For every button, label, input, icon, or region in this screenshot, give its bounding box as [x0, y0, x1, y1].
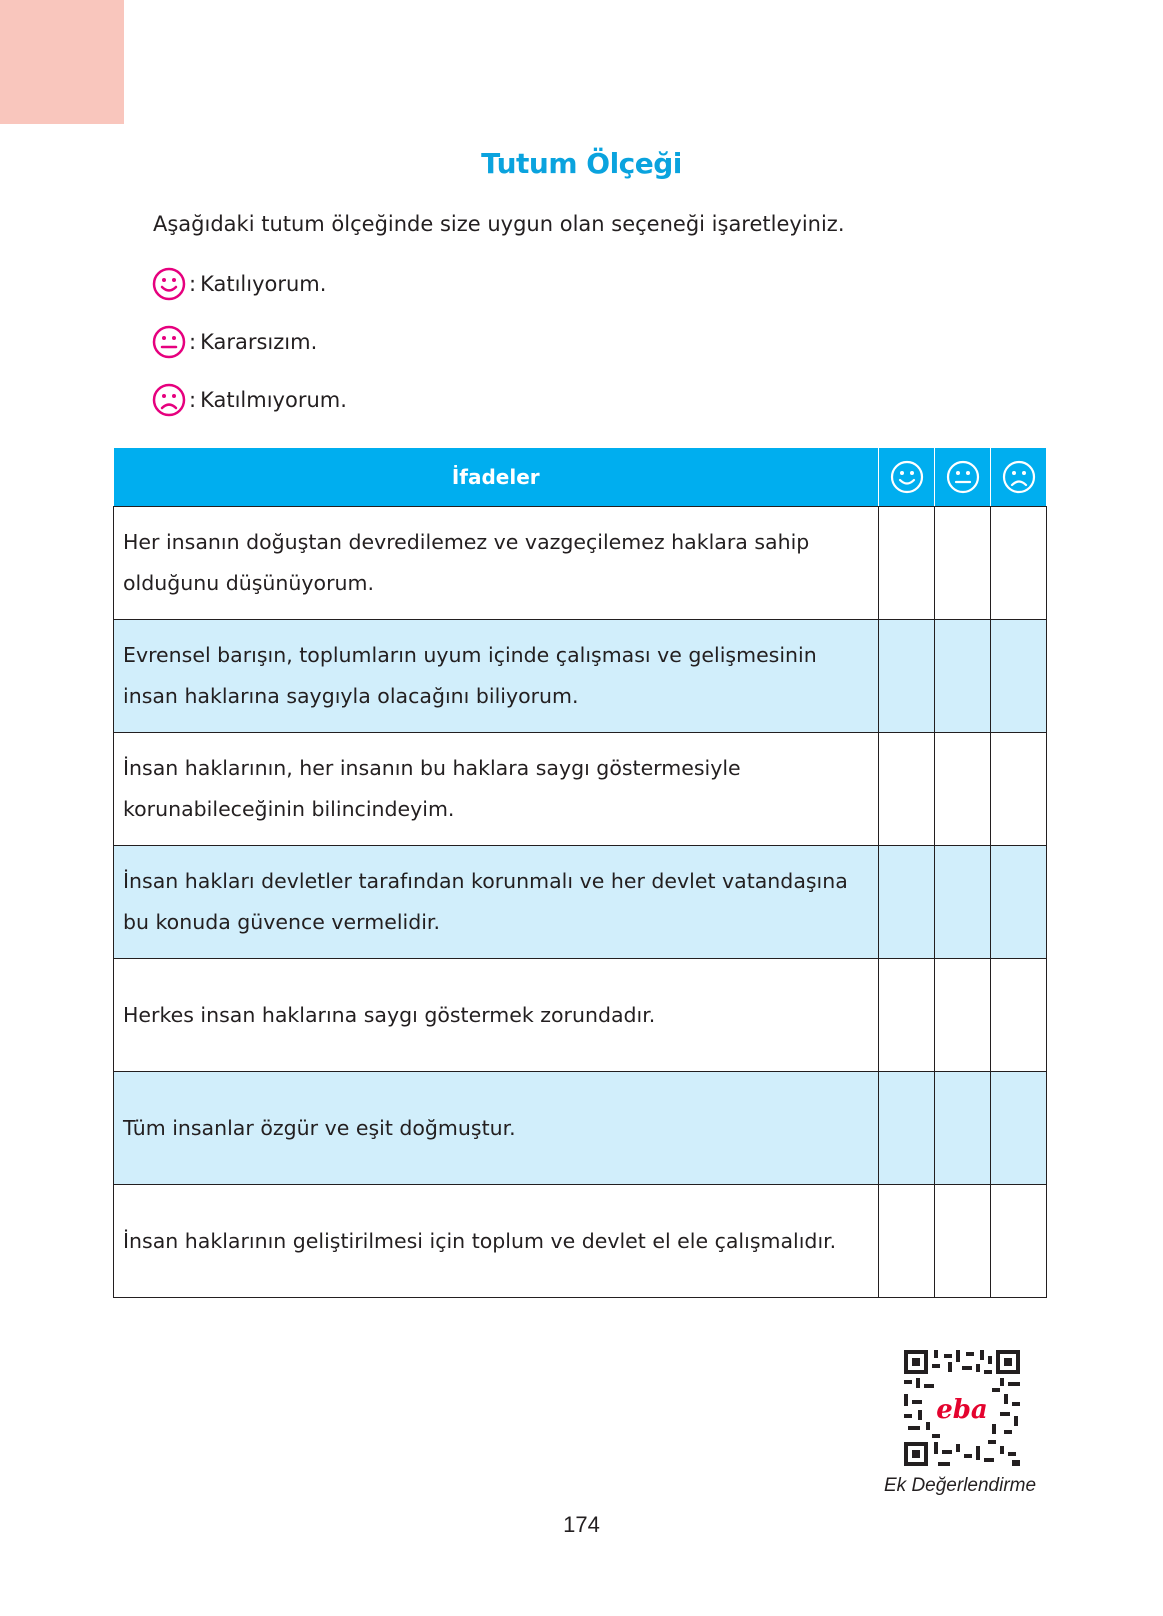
table-row — [114, 1072, 1047, 1185]
header-undecided-column — [935, 448, 991, 507]
agree-checkbox-cell[interactable] — [879, 959, 935, 1072]
legend-disagree-label: Katılmıyorum. — [200, 388, 347, 412]
statement-cell: Evrensel barışın, toplumların uyum içinde çalışması ve gelişmesinin insan haklarına saygıyla olacağını biliyorum. — [114, 620, 879, 733]
table-row — [114, 733, 1047, 846]
instruction-text: Aşağıdaki tutum ölçeğinde size uygun olan seçeneği işaretleyiniz. — [153, 212, 845, 236]
table-row — [114, 1185, 1047, 1298]
table-row — [114, 959, 1047, 1072]
agree-checkbox-cell[interactable] — [879, 1185, 935, 1298]
neutral-face-icon — [151, 324, 187, 360]
legend-disagree: : Katılmıyorum. — [151, 382, 347, 418]
legend-undecided: : Kararsızım. — [151, 324, 317, 360]
disagree-checkbox-cell[interactable] — [991, 733, 1047, 846]
agree-checkbox-cell[interactable] — [879, 733, 935, 846]
smile-face-icon — [151, 266, 187, 302]
legend-agree: : Katılıyorum. — [151, 266, 326, 302]
table-header-row — [114, 448, 1047, 507]
legend-agree-label: Katılıyorum. — [200, 272, 327, 296]
statements-header: İfadeler — [114, 448, 879, 507]
header-disagree-column — [991, 448, 1047, 507]
header-agree-column — [879, 448, 935, 507]
agree-checkbox-cell[interactable] — [879, 507, 935, 620]
qr-caption: Ek Değerlendirme — [884, 1475, 1037, 1496]
table-row — [114, 507, 1047, 620]
statement-cell: Herkes insan haklarına saygı göstermek zorundadır. — [114, 959, 879, 1072]
undecided-checkbox-cell[interactable] — [935, 846, 991, 959]
disagree-checkbox-cell[interactable] — [991, 620, 1047, 733]
disagree-checkbox-cell[interactable] — [991, 1185, 1047, 1298]
undecided-checkbox-cell[interactable] — [935, 733, 991, 846]
statement-cell: İnsan hakları devletler tarafından korunmalı ve her devlet vatandaşına bu konuda güvence vermelidir. — [114, 846, 879, 959]
statement-cell: Her insanın doğuştan devredilemez ve vazgeçilemez haklara sahip olduğunu düşünüyorum. — [114, 507, 879, 620]
undecided-checkbox-cell[interactable] — [935, 1072, 991, 1185]
statement-cell: İnsan haklarının, her insanın bu haklara saygı göstermesiyle korunabileceğinin bilincindeyim. — [114, 733, 879, 846]
disagree-checkbox-cell[interactable] — [991, 846, 1047, 959]
sad-face-icon — [151, 382, 187, 418]
disagree-checkbox-cell[interactable] — [991, 1072, 1047, 1185]
agree-checkbox-cell[interactable] — [879, 620, 935, 733]
smile-face-icon — [889, 459, 925, 495]
table-row — [114, 620, 1047, 733]
undecided-checkbox-cell[interactable] — [935, 507, 991, 620]
table-row — [114, 846, 1047, 959]
qr-code-icon[interactable] — [904, 1350, 1020, 1466]
undecided-checkbox-cell[interactable] — [935, 620, 991, 733]
disagree-checkbox-cell[interactable] — [991, 507, 1047, 620]
undecided-checkbox-cell[interactable] — [935, 959, 991, 1072]
page-title: Tutum Ölçeği — [481, 147, 682, 180]
legend-undecided-label: Kararsızım. — [200, 330, 318, 354]
sad-face-icon — [1001, 459, 1037, 495]
disagree-checkbox-cell[interactable] — [991, 959, 1047, 1072]
undecided-checkbox-cell[interactable] — [935, 1185, 991, 1298]
neutral-face-icon — [945, 459, 981, 495]
statement-cell: İnsan haklarının geliştirilmesi için toplum ve devlet el ele çalışmalıdır. — [114, 1185, 879, 1298]
attitude-scale-table — [113, 448, 1047, 1298]
agree-checkbox-cell[interactable] — [879, 1072, 935, 1185]
statement-cell: Tüm insanlar özgür ve eşit doğmuştur. — [114, 1072, 879, 1185]
corner-color-block — [0, 0, 124, 124]
eba-logo: eba — [936, 1395, 988, 1425]
agree-checkbox-cell[interactable] — [879, 846, 935, 959]
page-number: 174 — [563, 1512, 600, 1537]
